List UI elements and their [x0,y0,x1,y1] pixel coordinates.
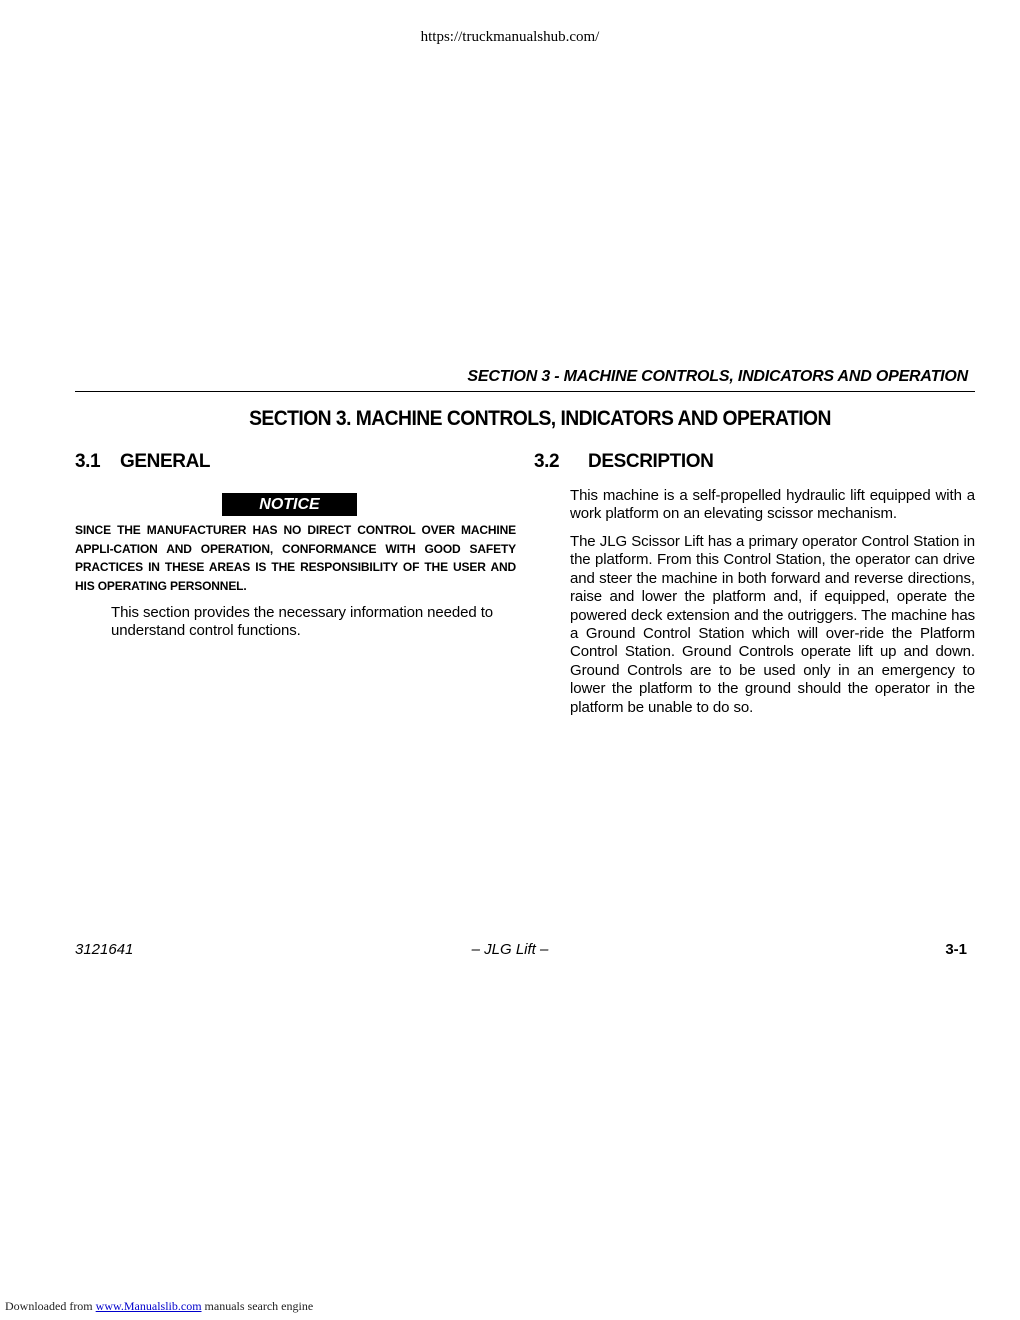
description-heading-label: DESCRIPTION [588,451,714,472]
footer-doc-number: 3121641 [75,941,134,958]
description-heading-number: 3.2 [534,451,560,472]
download-prefix: Downloaded from [5,1299,96,1313]
notice-text: SINCE THE MANUFACTURER HAS NO DIRECT CONTROL OVER MACHINE APPLI-CATION AND OPERATION, CONFORMANCE WITH GOOD SAFETY PRACTICES IN THESE AREAS IS THE RESPONSIBILITY OF THE USER AND HIS OPERATING PERSONNEL. [75,523,516,593]
description-paragraph-2: The JLG Scissor Lift has a primary operator Control Station in the platform. From this Control Station, the operator can drive and steer the machine in both forward and reverse directions, raise and lower the platform and, if equipped, operate the powered deck extension and the outriggers. The machine has a Ground Control Station which will over-ride the Platform Control Station. Ground Controls operate lift up and down. Ground Controls are to be used only in an emergency to lower the platform to the ground should the operator in the platform be unable to do so. [570,533,975,716]
notice-label: NOTICE [222,493,357,516]
general-heading-label: GENERAL [120,451,211,472]
manualslib-link[interactable]: www.Manualslib.com [95,1299,202,1313]
section-title: SECTION 3. MACHINE CONTROLS, INDICATORS AND OPERATION [249,407,831,430]
general-paragraph: This section provides the necessary information needed to understand control functions. [111,604,494,640]
download-line [5,1299,313,1314]
running-header: SECTION 3 - MACHINE CONTROLS, INDICATORS AND OPERATION [467,368,968,385]
footer-page-number: 3-1 [945,941,967,958]
footer-center-text: – JLG Lift – [471,941,549,958]
description-paragraph-1: This machine is a self-propelled hydraulic lift equipped with a work platform on an elevating scissor mechanism. [570,487,975,523]
general-heading [75,451,210,473]
source-url: https://truckmanualshub.com/ [420,29,600,45]
download-suffix: manuals search engine [201,1299,314,1313]
description-heading [534,451,713,473]
general-heading-number: 3.1 [75,451,101,472]
header-rule [75,391,975,392]
